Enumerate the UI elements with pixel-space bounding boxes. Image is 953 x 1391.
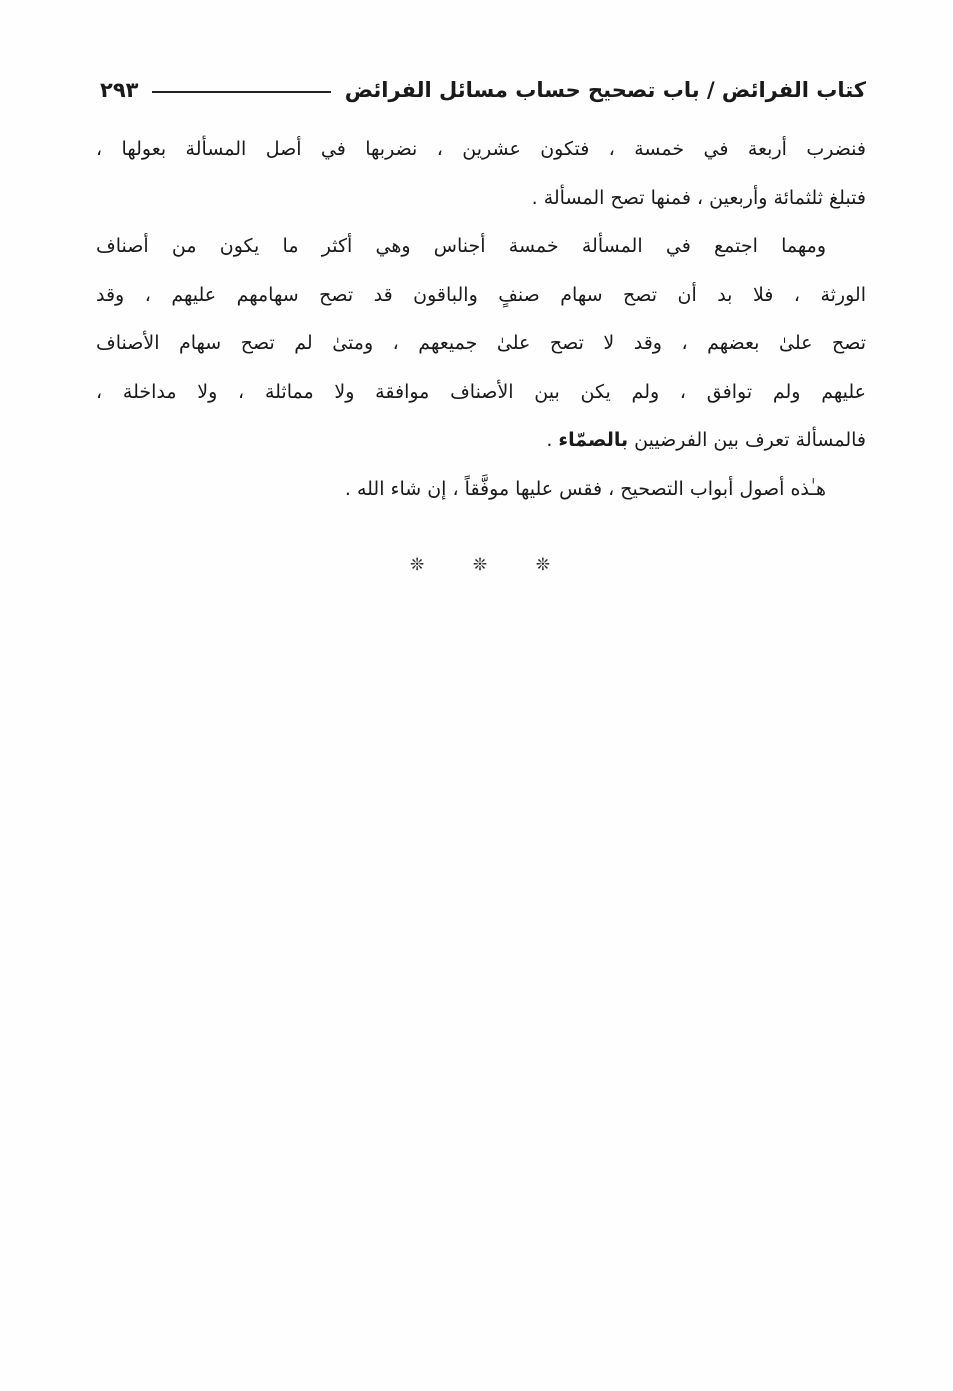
- section-separator: [410, 548, 550, 582]
- text-line: الورثة ، فلا بد أن تصح سهام صنفٍ والباقون قد تصح سهامهم عليهم ، وقد: [96, 283, 866, 306]
- page-body: [96, 125, 866, 513]
- paragraph: [96, 222, 866, 465]
- paragraph: [96, 125, 866, 222]
- text-line: ومهما اجتمع في المسألة خمسة أجناس وهي أكثر ما يكون من أصناف: [96, 235, 826, 257]
- paragraph: [96, 465, 866, 514]
- text-segment: فالمسألة تعرف بين الفرضيين: [628, 429, 866, 451]
- text-line: فتبلغ ثلثمائة وأربعين ، فمنها تصح المسألة .: [531, 186, 866, 209]
- text-segment: .: [546, 429, 559, 451]
- text-line: هـٰذه أصول أبواب التصحيح ، فقس عليها موفَّقاً ، إن شاء الله .: [344, 477, 826, 500]
- asterism-icon: ❊: [410, 555, 425, 575]
- text-line: [96, 416, 866, 465]
- header-title: كتاب الفرائض / باب تصحيح حساب مسائل الفرائض: [344, 78, 866, 102]
- bold-term: بالصمّاء: [558, 429, 629, 451]
- text-line: عليهم ولم توافق ، ولم يكن بين الأصناف موافقة ولا مماثلة ، ولا مداخلة ،: [96, 380, 866, 403]
- header-rule: [152, 91, 330, 93]
- asterism-icon: ❊: [472, 555, 488, 575]
- page-number: ٢٩٣: [100, 78, 139, 102]
- asterism-icon: ❊: [535, 555, 550, 575]
- text-line: فنضرب أربعة في خمسة ، فتكون عشرين ، نضربها في أصل المسألة بعولها ،: [96, 138, 866, 160]
- running-header: [100, 70, 866, 110]
- text-line: تصح علىٰ بعضهم ، وقد لا تصح علىٰ جميعهم ، ومتىٰ لم تصح سهام الأصناف: [96, 332, 866, 354]
